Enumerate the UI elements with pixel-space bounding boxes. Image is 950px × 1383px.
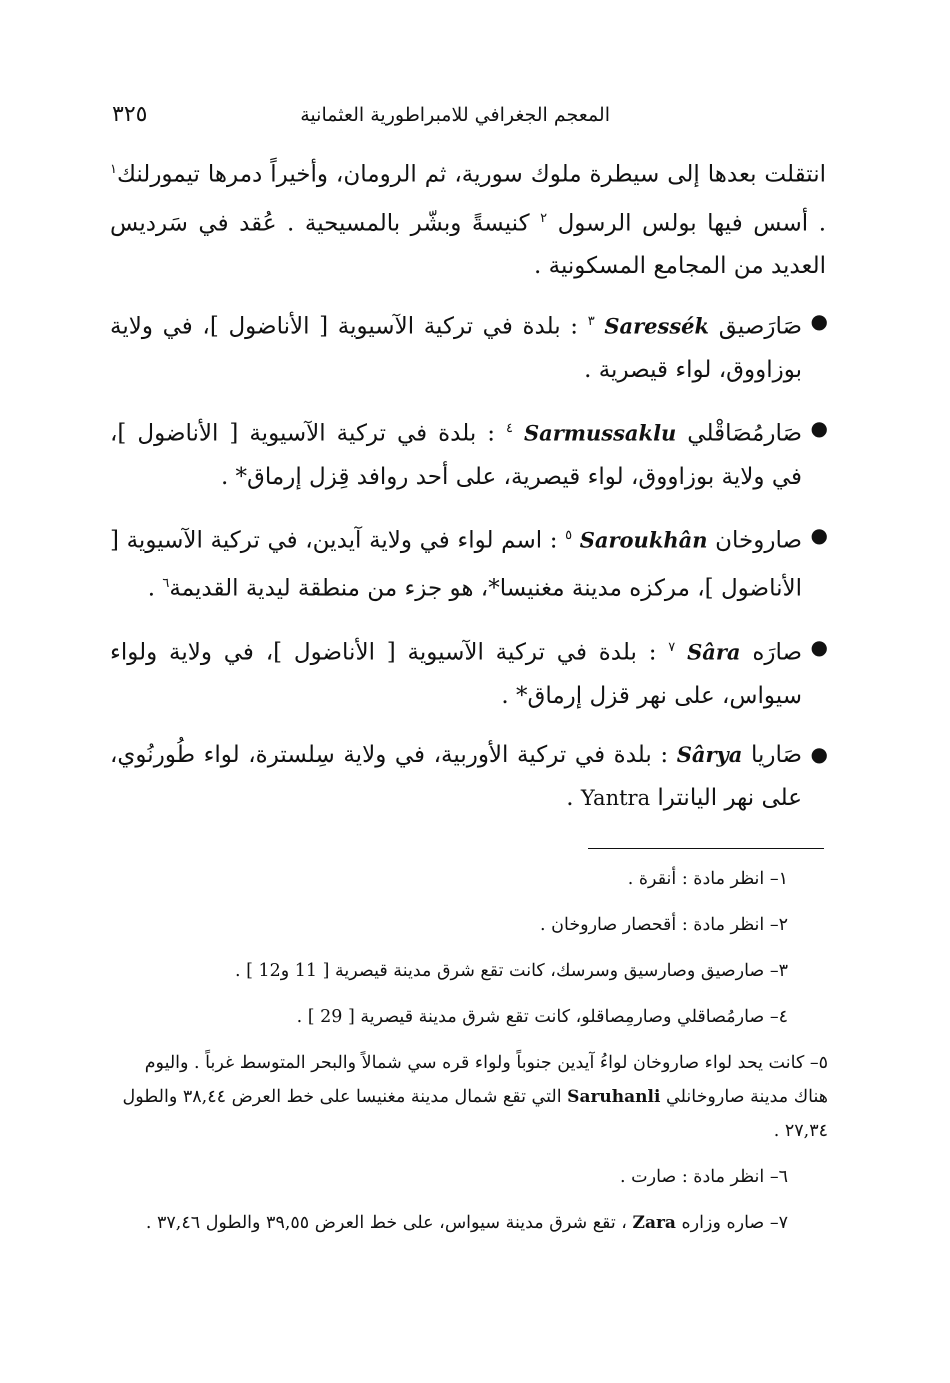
intro-line2b: كنيسةً وبشّر بالمسيحية . عُقد في سَرديس العديد من المجامع المسكونية . bbox=[110, 210, 826, 280]
footnote-7-text-a: ٧– صاره وزاره bbox=[681, 1213, 788, 1233]
entry-tail-latin: Yantra bbox=[580, 785, 651, 810]
footnote-1: ١– انظر مادة : أنقرة . bbox=[627, 869, 788, 889]
footnote-5-latin: Saruhanli bbox=[567, 1087, 661, 1107]
footnote-4: ٤– صارمُصاقلي وصارمِصاقلو، كانت تقع شرق مدينة قيصرية [ 29 ] . bbox=[296, 1007, 788, 1027]
footnote-ref-1: ١ bbox=[110, 162, 117, 177]
entry-text: : بلدة في تركية الآسيوية [ الأناضول ]، في ولاية ولواء سيواس، على نهر قزل إرماق* . bbox=[110, 639, 802, 709]
footnote-5-text-a: ٥– كانت يحد لواء صاروخان لواءُ آيدين جنوباً ولواء قره سي شمالاً والبحر المتوسط غرباً . واليوم هناك مدينة صاروخانلي bbox=[144, 1053, 828, 1107]
entry-end: . bbox=[147, 575, 156, 602]
footnote-7 bbox=[112, 1206, 828, 1240]
entry-arabic-name: صاروخان bbox=[715, 527, 803, 554]
entry-end: . bbox=[566, 784, 574, 811]
entry-latin-name: Saressék bbox=[604, 313, 710, 339]
footnote-5-text-b: التي تقع شمال مدينة مغنيسا على خط العرض ٣٨,٤٤ والطول ٢٧,٣٤ . bbox=[122, 1087, 828, 1141]
footnote-ref-7: ٧ bbox=[668, 639, 676, 655]
footnote-2: ٢– انظر مادة : أقحصار صاروخان . bbox=[540, 915, 788, 935]
footnote-ref-2: ٢ bbox=[540, 210, 548, 226]
footnote-7-text-b: ، تقع شرق مدينة سيواس، على خط العرض ٣٩,٥٥ والطول ٣٧,٤٦ . bbox=[145, 1213, 627, 1233]
footnote-ref-5: ٥ bbox=[565, 527, 573, 543]
entry-saroukhan bbox=[110, 514, 826, 611]
entry-text: : بلدة في تركية الآسيوية [ الأناضول ]، في ولاية بوزاووق، لواء قيصرية . bbox=[110, 313, 802, 383]
bullet-icon: ● bbox=[810, 309, 828, 334]
intro-line2a: أسس فيها بولس الرسول bbox=[557, 210, 809, 237]
intro-line1: انتقلت بعدها إلى سيطرة ملوك سورية، ثم الرومان، وأخيراً دمرها تيمورلنك bbox=[116, 161, 826, 188]
intro-paragraph bbox=[110, 148, 826, 288]
entry-latin-name: Saroukhân bbox=[579, 527, 708, 553]
entry-arabic-name: صَارَصيق bbox=[718, 313, 803, 340]
footnote-ref-3: ٣ bbox=[587, 314, 595, 330]
entry-latin-name: Sârya bbox=[676, 741, 743, 767]
bullet-icon: ● bbox=[810, 522, 828, 547]
main-text bbox=[110, 148, 826, 835]
entry-sara bbox=[110, 626, 826, 718]
page-number: ٣٢٥ bbox=[112, 102, 148, 127]
footnote-7-latin: Zara bbox=[632, 1213, 676, 1233]
intro-line1-end: . bbox=[818, 210, 827, 237]
footnote-5 bbox=[112, 1046, 828, 1148]
entry-sarmussaklu bbox=[110, 407, 826, 499]
entry-arabic-name: صَارمُصَاقْلي bbox=[687, 420, 802, 447]
footnote-divider bbox=[588, 848, 824, 849]
bullet-icon: ● bbox=[810, 415, 828, 440]
entry-text: : بلدة في تركية الآسيوية [ الأناضول ]، في ولاية بوزاووق، لواء قيصرية، على أحد روافد قِزل إرماق* . bbox=[110, 420, 802, 490]
footnotes bbox=[112, 862, 828, 1252]
bullet-icon: ● bbox=[810, 634, 828, 659]
entry-arabic-name: صَاريا bbox=[750, 741, 802, 768]
running-header bbox=[112, 100, 832, 140]
entry-latin-name: Sâra bbox=[687, 639, 741, 665]
entry-text: : اسم لواء في ولاية آيدين، في تركية الآسيوية [ الأناضول ]، مركزه مدينة مغنيسا*، هو جزء من منطقة ليدية القديمة bbox=[110, 527, 802, 602]
entry-sarya bbox=[110, 733, 826, 820]
footnote-6: ٦– انظر مادة : صارت . bbox=[620, 1167, 788, 1187]
footnote-3: ٣– صارصيق وصارسيق وسرسك، كانت تقع شرق مدينة قيصرية [ 11 و12 ] . bbox=[234, 961, 788, 981]
footnote-ref-4: ٤ bbox=[505, 420, 513, 436]
bullet-icon: ● bbox=[810, 741, 828, 766]
entry-arabic-name: صارَه bbox=[752, 639, 803, 666]
header-title: المعجم الجغرافي للامبراطورية العثمانية bbox=[300, 104, 610, 126]
entry-saressek bbox=[110, 300, 826, 392]
entry-text: : بلدة في تركية الأوربية، في ولاية سِلسترة، لواء طُورنُوي، على نهر اليانترا bbox=[110, 741, 802, 811]
footnote-ref-6: ٦ bbox=[162, 576, 170, 592]
entry-latin-name: Sarmussaklu bbox=[523, 420, 677, 446]
